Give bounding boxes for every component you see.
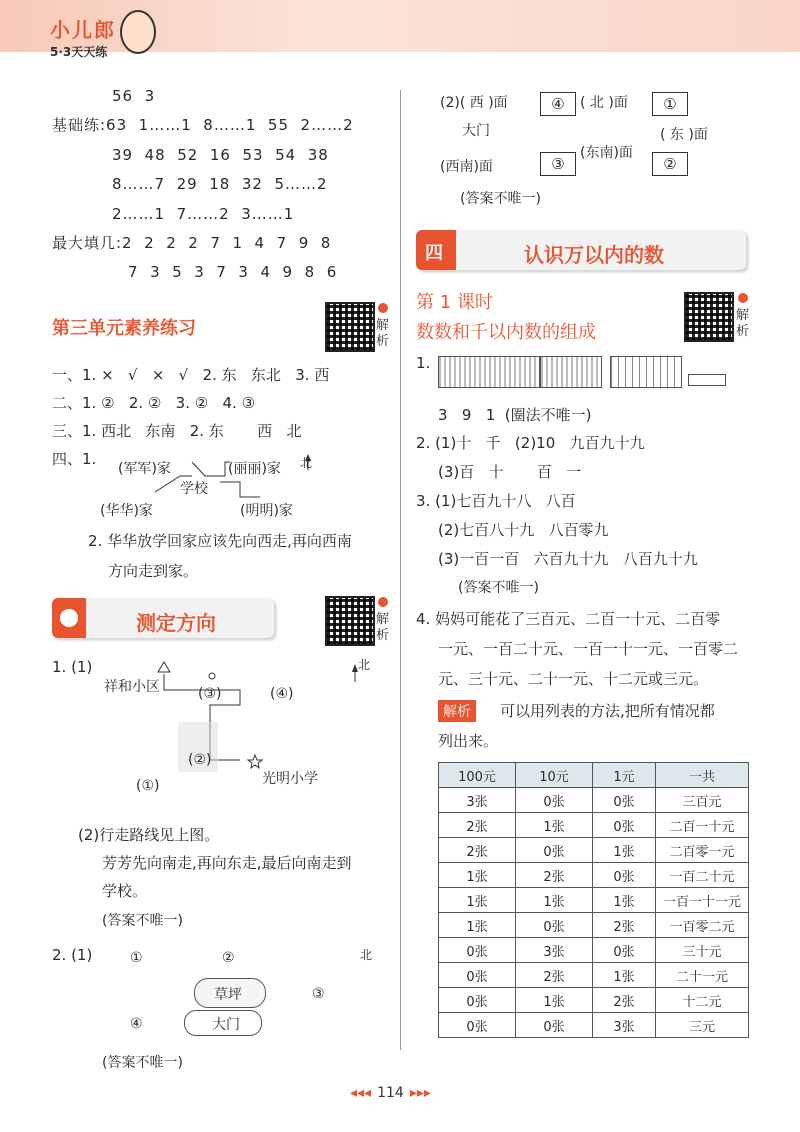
qr-code-icon[interactable] (325, 596, 375, 646)
table-cell: 1张 (516, 888, 593, 913)
table-cell: 0张 (439, 1013, 516, 1038)
table-cell: 三十元 (656, 938, 749, 963)
table-cell: 0张 (439, 963, 516, 988)
table-cell: 1张 (593, 838, 656, 863)
note: (答案不唯一) (460, 191, 541, 207)
map-label: 大门 (212, 1017, 240, 1033)
answer-line: 4. 妈妈可能花了三百元、二百一十元、二百零 (416, 610, 721, 628)
section-title: 测定方向 (136, 611, 216, 635)
table-row (439, 988, 749, 1013)
section-banner (52, 598, 274, 638)
map-label: 学校 (180, 481, 208, 497)
map-label: ② (222, 950, 235, 966)
table-cell: 一百一十一元 (656, 888, 749, 913)
note: (答案不唯一) (102, 913, 183, 929)
lesson-title: 数数和千以内数的组成 (416, 322, 596, 343)
table-row (439, 938, 749, 963)
answer-line: 基础练:63 1……1 8……1 55 2……2 (52, 116, 354, 134)
map-label: (②) (188, 752, 212, 768)
block-hundreds (540, 356, 602, 388)
table-row (439, 788, 749, 813)
logo-subtitle: 5·3天天练 (50, 45, 108, 59)
table-cell: 1张 (593, 888, 656, 913)
note: (答案不唯一) (458, 580, 539, 596)
answer-line: 3. (1)七百九十八 八百 (416, 492, 576, 510)
answer-line: 3 9 1 (圈法不唯一) (438, 406, 592, 424)
map-label: ④ (130, 1016, 143, 1032)
table-cell: 0张 (516, 788, 593, 813)
table-cell: 1张 (439, 913, 516, 938)
map-label: (④) (270, 686, 294, 702)
answer-line: 最大填几:2 2 2 2 7 1 4 7 9 8 (52, 234, 332, 252)
answer-box: ② (652, 152, 688, 176)
table-cell: 0张 (439, 988, 516, 1013)
map-label: ① (130, 950, 143, 966)
table-cell: 3张 (516, 938, 593, 963)
table-cell: 0张 (593, 788, 656, 813)
place-label: 祥和小区 (104, 679, 160, 695)
map-label: ③ (312, 986, 325, 1002)
table-row (439, 888, 749, 913)
direction-label: (2)( 西 )面 (440, 95, 508, 111)
map-label: 草坪 (214, 987, 242, 1003)
answer-line: (2)行走路线见上图。 (78, 826, 220, 844)
question-label: 1. (416, 354, 431, 372)
answer-line: 二、1. ② 2. ② 3. ② 4. ③ (52, 394, 256, 412)
north-label: 北 (358, 658, 371, 672)
table-cell: 二十一元 (656, 963, 749, 988)
table-cell: 0张 (593, 863, 656, 888)
block-tens (610, 356, 682, 388)
map-label: (明明)家 (240, 503, 293, 519)
answer-line: 四、1. (52, 450, 97, 468)
direction-label: (东南)面 (580, 145, 633, 161)
answer-line: 一、1. × √ × √ 2. 东 东北 3. 西 (52, 366, 330, 384)
answer-line: 元、三十元、二十一元、十二元或三元。 (438, 670, 709, 688)
answer-line: 三、1. 西北 东南 2. 东 西 北 (52, 422, 302, 440)
direction-label: ( 北 )面 (580, 95, 628, 111)
table-row (439, 863, 749, 888)
unit4-banner (416, 230, 746, 270)
table-cell: 2张 (516, 863, 593, 888)
question-label: 1. (1) (52, 658, 93, 676)
answer-line: 8……7 29 18 32 5……2 (112, 175, 328, 193)
north-label: 北 (300, 456, 313, 470)
unit4-badge: 四 (425, 243, 443, 264)
mascot-icon (120, 10, 156, 54)
qr-label: 解析 (376, 612, 390, 643)
table-cell: 二百一十元 (656, 813, 749, 838)
table-cell: 三元 (656, 1013, 749, 1038)
table-row (439, 813, 749, 838)
map-label: (①) (136, 778, 160, 794)
table-cell: 2张 (439, 813, 516, 838)
direction-label: ( 东 )面 (660, 127, 708, 143)
map-label: (③) (198, 686, 222, 702)
analysis-badge: 解析 (438, 700, 476, 722)
table-row (439, 963, 749, 988)
qr-code-icon[interactable] (684, 292, 734, 342)
play-icon (378, 597, 388, 607)
table-row (439, 1013, 749, 1038)
table-row (439, 913, 749, 938)
answer-line: 2. 华华放学回家应该先向西走,再向西南 (88, 532, 352, 550)
answer-line: 7 3 5 3 7 3 4 9 8 6 (128, 263, 338, 281)
unit3-title: 第三单元素养练习 (52, 318, 196, 339)
map-label: (华华)家 (100, 503, 153, 519)
qr-label: 解析 (376, 318, 390, 349)
lesson-number: 第 1 课时 (416, 292, 493, 313)
table-cell: 一百零二元 (656, 913, 749, 938)
note: (答案不唯一) (102, 1055, 183, 1071)
map-label: (丽丽)家 (228, 461, 281, 477)
table-header-row (439, 763, 749, 788)
table-header: 10元 (516, 763, 593, 788)
direction-label: (西南)面 (440, 159, 493, 175)
table-header: 1元 (593, 763, 656, 788)
table-cell: 1张 (516, 988, 593, 1013)
play-icon (738, 293, 748, 303)
table-cell: 0张 (516, 913, 593, 938)
play-icon (378, 303, 388, 313)
table-cell: 1张 (593, 963, 656, 988)
prev-arrows-icon: ◂◂◂ (350, 1085, 372, 1101)
unit4-title: 认识万以内的数 (524, 243, 664, 267)
answer-box: ① (652, 92, 688, 116)
table-cell: 0张 (593, 813, 656, 838)
analysis-text: 可以用列表的方法,把所有情况都 (500, 702, 715, 720)
answer-line: 2……1 7……2 3……1 (112, 205, 295, 223)
table-cell: 2张 (593, 913, 656, 938)
table-row (439, 838, 749, 863)
page-footer (350, 1085, 431, 1101)
table-cell: 三百元 (656, 788, 749, 813)
table-cell: 1张 (516, 813, 593, 838)
table-cell: 2张 (593, 988, 656, 1013)
qr-code-icon[interactable] (325, 302, 375, 352)
table-cell: 1张 (439, 888, 516, 913)
table-cell: 0张 (516, 838, 593, 863)
map-label: (军军)家 (118, 461, 171, 477)
analysis-text: 列出来。 (438, 732, 499, 750)
table-cell: 3张 (439, 788, 516, 813)
answer-line: 56 3 (112, 87, 156, 105)
block-ones (688, 374, 726, 386)
page-number: 114 (377, 1085, 404, 1101)
answer-box: ③ (540, 152, 576, 176)
table-cell: 2张 (439, 838, 516, 863)
qr-label: 解析 (736, 308, 750, 339)
direction-label: 大门 (462, 123, 490, 139)
logo-title: 小儿郎 (50, 18, 116, 42)
table-cell: 3张 (593, 1013, 656, 1038)
combination-table (438, 762, 749, 1038)
answer-line: 一元、一百二十元、一百一十一元、一百零二 (438, 640, 739, 658)
answer-box: ④ (540, 92, 576, 116)
table-cell: 1张 (439, 863, 516, 888)
table-header: 100元 (439, 763, 516, 788)
logo (50, 14, 116, 60)
table-cell: 0张 (439, 938, 516, 963)
table-cell: 十二元 (656, 988, 749, 1013)
answer-line: 方向走到家。 (108, 562, 199, 580)
table-header: 一共 (656, 763, 749, 788)
column-divider (400, 90, 401, 1050)
table-cell: 0张 (516, 1013, 593, 1038)
table-cell: 0张 (593, 938, 656, 963)
answer-line: 芳芳先向南走,再向东走,最后向南走到 (102, 854, 352, 872)
answer-line: (3)一百一百 六百九十九 八百九十九 (438, 550, 698, 568)
answer-line: 学校。 (102, 882, 148, 900)
next-arrows-icon: ▸▸▸ (409, 1085, 431, 1101)
answer-line: 39 48 52 16 53 54 38 (112, 146, 329, 164)
table-cell: 一百二十元 (656, 863, 749, 888)
north-label: 北 (360, 948, 373, 962)
table-cell: 二百零一元 (656, 838, 749, 863)
place-label: 光明小学 (262, 771, 318, 787)
answer-line: (3)百 十 百 一 (438, 463, 582, 481)
block-hundreds (438, 356, 540, 388)
answer-line: (2)七百八十九 八百零九 (438, 521, 609, 539)
table-cell: 2张 (516, 963, 593, 988)
answer-line: 2. (1)十 千 (2)10 九百九十九 (416, 434, 645, 452)
question-label: 2. (1) (52, 946, 93, 964)
